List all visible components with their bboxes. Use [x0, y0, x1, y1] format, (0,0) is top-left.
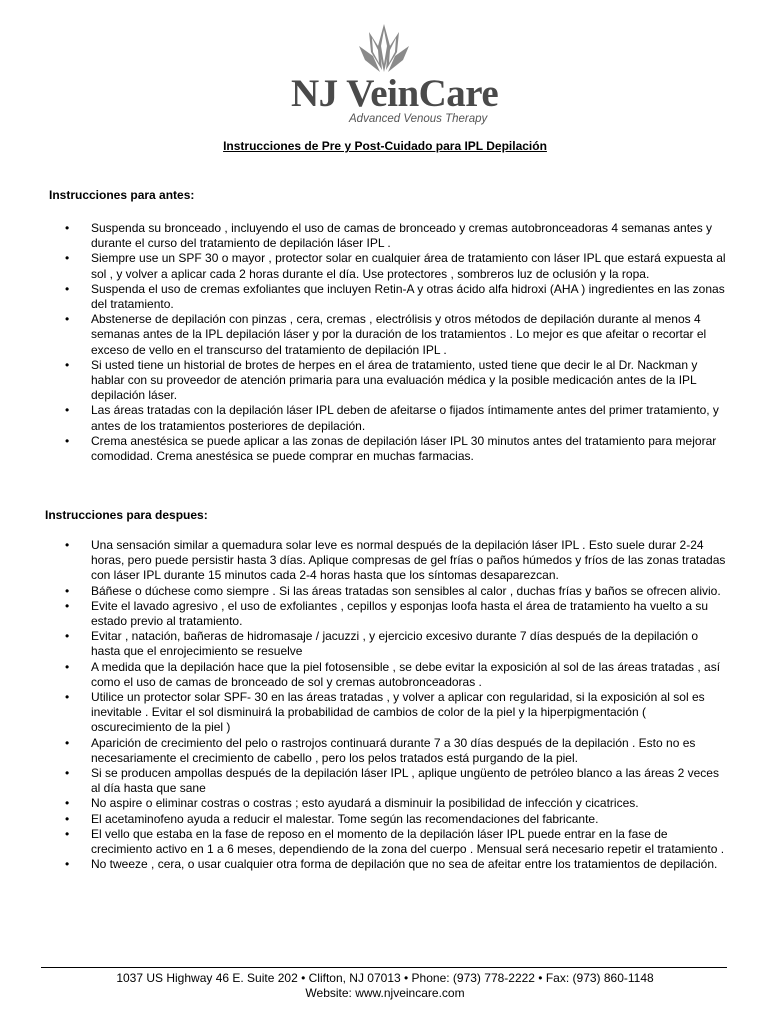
- list-item: • Crema anestésica se puede aplicar a las zonas de depilación láser IPL 30 minutos antes del tratamiento para mejorar comodidad. Crema anestésica se puede comprar en muchas farmacias.: [54, 434, 726, 464]
- list-item: • Utilice un protector solar SPF- 30 en las áreas tratadas , y volver a aplicar con regularidad, si la exposición al sol es inevitable . Evitar el sol disminuirá la probabilidad de cambios de color de la piel y la hiperpigmentación ( oscurecimiento de la piel ): [54, 690, 726, 736]
- after-heading: Instrucciones para despues:: [45, 508, 208, 522]
- shell-icon: [357, 22, 411, 74]
- list-item: • Siempre use un SPF 30 o mayor , protector solar en cualquier área de tratamiento con láser IPL que estará expuesta al sol , y volver a aplicar cada 2 horas durante el día. Use protectores , sombreros luz de oclusión y la ropa.: [54, 251, 726, 281]
- list-item: • Abstenerse de depilación con pinzas , cera, cremas , electrólisis y otros métodos de depilación durante al menos 4 semanas antes de la IPL depilación láser y por la duración de los tratamientos . Lo mejor es que afeitar o recortar el exceso de vello en el transcurso del tratamiento de depilación IPL .: [54, 312, 726, 358]
- list-item: • Si se producen ampollas después de la depilación láser IPL , aplique ungüento de petróleo blanco a las áreas 2 veces al día hasta que sane: [54, 766, 726, 796]
- list-item: • Una sensación similar a quemadura solar leve es normal después de la depilación láser IPL . Esto suele durar 2-24 horas, pero puede persistir hasta 3 días. Aplique compresas de gel frías o paños húmedos y fríos de las zonas tratadas con láser IPL durante 15 minutos cada 2-4 horas hasta que los síntomas desaparezcan.: [54, 538, 726, 584]
- company-logo: [285, 22, 499, 125]
- footer: [0, 971, 770, 1001]
- list-item: • Las áreas tratadas con la depilación láser IPL deben de afeitarse o fijados íntimamente antes del primer tratamiento, y antes de los tratamientos posteriores de depilación.: [54, 403, 726, 433]
- document-title: Instrucciones de Pre y Post-Cuidado para IPL Depilación: [223, 139, 547, 153]
- list-item: • Suspenda el uso de cremas exfoliantes que incluyen Retin-A y otras ácido alfa hidroxi (AHA ) ingredientes en las zonas del tratamiento.: [54, 282, 726, 312]
- logo-tagline: Advanced Venous Therapy: [349, 113, 488, 125]
- list-item: • Si usted tiene un historial de brotes de herpes en el área de tratamiento, usted tiene que decir le al Dr. Nackman y hablar con su proveedor de atención primaria para una evaluación médica y la posible medicación antes de la IPL depilación láser.: [54, 358, 726, 404]
- before-heading: Instrucciones para antes:: [49, 188, 195, 202]
- list-item: • El vello que estaba en la fase de reposo en el momento de la depilación láser IPL puede entrar en la fase de crecimiento activo en 1 a 6 meses, dependiendo de la zona del cuerpo . Mensual será necesario repetir el tratamiento .: [54, 827, 726, 857]
- before-list: [54, 221, 726, 464]
- list-item: • No aspire o eliminar costras o costras ; esto ayudará a disminuir la posibilidad de infección y cicatrices.: [54, 796, 726, 811]
- logo-text: NJ VeinCare: [291, 72, 499, 115]
- list-item: • Aparición de crecimiento del pelo o rastrojos continuará durante 7 a 30 días después de la depilación . Esto no es necesariamente el crecimiento de cabello , pero los pelos tratados está purgando de la piel.: [54, 736, 726, 766]
- footer-divider: [41, 967, 727, 968]
- footer-address: 1037 US Highway 46 E. Suite 202 • Clifton, NJ 07013 • Phone: (973) 778-2222 • Fax: (973) 860-1148: [116, 971, 654, 985]
- footer-website[interactable]: Website: www.njveincare.com: [305, 986, 465, 1000]
- list-item: • Evitar , natación, bañeras de hidromasaje / jacuzzi , y ejercicio excesivo durante 7 días después de la depilación o hasta que el enrojecimiento se resuelve: [54, 629, 726, 659]
- list-item: • Báñese o dúchese como siempre . Si las áreas tratadas son sensibles al calor , duchas frías y baños se ofrecen alivio.: [54, 584, 726, 599]
- list-item: • Evite el lavado agresivo , el uso de exfoliantes , cepillos y esponjas loofa hasta el área de tratamiento ha vuelto a su estado previo al tratamiento.: [54, 599, 726, 629]
- after-list: [54, 538, 726, 872]
- list-item: • A medida que la depilación hace que la piel fotosensible , se debe evitar la exposición al sol de las áreas tratadas , así como el uso de camas de bronceado de sol y cremas autobronceadoras .: [54, 660, 726, 690]
- list-item: • No tweeze , cera, o usar cualquier otra forma de depilación que no sea de afeitar entre los tratamientos de depilación.: [54, 857, 726, 872]
- list-item: • Suspenda su bronceado , incluyendo el uso de camas de bronceado y cremas autobronceadoras 4 semanas antes y durante el curso del tratamiento de depilación láser IPL .: [54, 221, 726, 251]
- list-item: • El acetaminofeno ayuda a reducir el malestar. Tome según las recomendaciones del fabricante.: [54, 812, 726, 827]
